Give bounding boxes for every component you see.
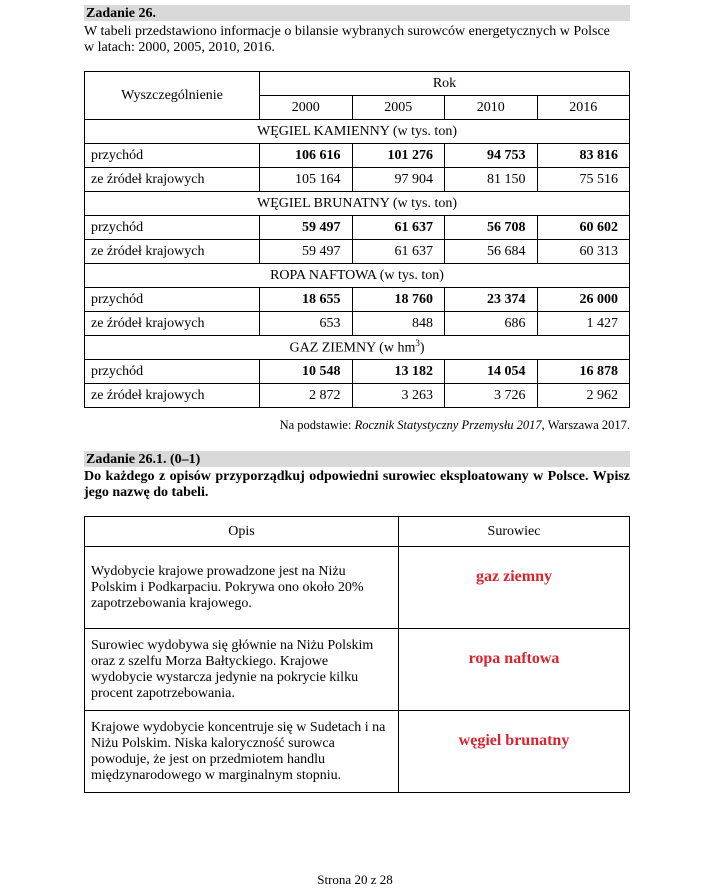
cell-value: 3 726: [445, 384, 538, 408]
row-label: przychód: [85, 144, 260, 168]
cell-value: 16 878: [537, 360, 630, 384]
energy-balance-table: [84, 71, 630, 408]
row-label: ze źródeł krajowych: [85, 312, 260, 336]
answer-cell[interactable]: gaz ziemny: [399, 547, 630, 629]
table-row: [85, 168, 630, 192]
cell-value: 56 684: [445, 240, 538, 264]
table-row: [85, 144, 630, 168]
year-header: 2000: [260, 96, 353, 120]
section-name-sup: 3: [415, 338, 420, 349]
cell-value: 83 816: [537, 144, 630, 168]
row-label: ze źródeł krajowych: [85, 384, 260, 408]
answer-cell[interactable]: węgiel brunatny: [399, 711, 630, 793]
cell-value: 106 616: [260, 144, 353, 168]
cell-value: 2 872: [260, 384, 353, 408]
cell-value: 101 276: [352, 144, 445, 168]
table-row: [85, 384, 630, 408]
page-number: Strona 20 z 28: [317, 872, 393, 887]
answer-table: [84, 516, 630, 793]
cell-value: 105 164: [260, 168, 353, 192]
cell-value: 56 708: [445, 216, 538, 240]
table-row: [85, 240, 630, 264]
table-row: [85, 711, 630, 793]
table-row: [85, 547, 630, 629]
cell-value: 653: [260, 312, 353, 336]
task-26-1-instruction: Do każdego z opisów przyporządkuj odpowiedni surowiec eksploatowany w Polsce. Wpisz jego nazwę do tabeli.: [84, 469, 630, 500]
cell-value: 75 516: [537, 168, 630, 192]
cell-value: 60 313: [537, 240, 630, 264]
description-cell: Surowiec wydobywa się głównie na Niżu Polskim oraz z szelfu Morza Bałtyckiego. Krajowe wydobycie wystarcza jedynie na pokrycie kilku procent zapotrzebowania.: [85, 629, 399, 711]
header-opis: Opis: [85, 517, 399, 547]
row-label: przychód: [85, 216, 260, 240]
cell-value: 59 497: [260, 216, 353, 240]
cell-value: 59 497: [260, 240, 353, 264]
cell-value: 13 182: [352, 360, 445, 384]
cell-value: 81 150: [445, 168, 538, 192]
table-row: [85, 216, 630, 240]
cell-value: 848: [352, 312, 445, 336]
task-26-1-title: Zadanie 26.1. (0–1): [84, 451, 630, 467]
cell-value: 14 054: [445, 360, 538, 384]
cell-value: 18 760: [352, 288, 445, 312]
task-26-title: Zadanie 26.: [84, 5, 630, 21]
intro-line-2: w latach: 2000, 2005, 2010, 2016.: [84, 40, 275, 55]
section-header: [85, 336, 630, 360]
cell-value: 94 753: [445, 144, 538, 168]
cell-value: 2 962: [537, 384, 630, 408]
section-header: WĘGIEL BRUNATNY (w tys. ton): [85, 192, 630, 216]
cell-value: 18 655: [260, 288, 353, 312]
source-prefix: Na podstawie:: [279, 418, 355, 432]
row-label: przychód: [85, 288, 260, 312]
table-row: [85, 629, 630, 711]
header-wyszczegolnienie: Wyszczególnienie: [85, 72, 260, 120]
source-note: [84, 418, 630, 433]
year-header: 2016: [537, 96, 630, 120]
source-title: Rocznik Statystyczny Przemysłu 2017: [354, 418, 542, 432]
cell-value: 61 637: [352, 216, 445, 240]
intro-line-1: W tabeli przedstawiono informacje o bilansie wybranych surowców energetycznych w Polsce: [84, 24, 610, 39]
year-header: 2010: [445, 96, 538, 120]
section-name-end: ): [419, 340, 425, 356]
answer-cell[interactable]: ropa naftowa: [399, 629, 630, 711]
header-rok: Rok: [260, 72, 630, 96]
source-suffix: , Warszawa 2017.: [541, 418, 630, 432]
cell-value: 60 602: [537, 216, 630, 240]
cell-value: 97 904: [352, 168, 445, 192]
cell-value: 10 548: [260, 360, 353, 384]
section-header: WĘGIEL KAMIENNY (w tys. ton): [85, 120, 630, 144]
table-row: [85, 312, 630, 336]
section-name: GAZ ZIEMNY (w hm: [289, 340, 416, 356]
cell-value: 1 427: [537, 312, 630, 336]
cell-value: 26 000: [537, 288, 630, 312]
row-label: przychód: [85, 360, 260, 384]
cell-value: 686: [445, 312, 538, 336]
header-surowiec: Surowiec: [399, 517, 630, 547]
task-26-intro: [84, 24, 630, 56]
row-label: ze źródeł krajowych: [85, 240, 260, 264]
cell-value: 3 263: [352, 384, 445, 408]
cell-value: 61 637: [352, 240, 445, 264]
section-header: ROPA NAFTOWA (w tys. ton): [85, 264, 630, 288]
row-label: ze źródeł krajowych: [85, 168, 260, 192]
description-cell: Krajowe wydobycie koncentruje się w Sudetach i na Niżu Polskim. Niska kaloryczność surowca powoduje, że jest on przedmiotem handlu międzynarodowego w marginalnym stopniu.: [85, 711, 399, 793]
table-row: [85, 360, 630, 384]
description-cell: Wydobycie krajowe prowadzone jest na Niżu Polskim i Podkarpaciu. Pokrywa ono około 20% zapotrzebowania krajowego.: [85, 547, 399, 629]
table-row: [85, 288, 630, 312]
cell-value: 23 374: [445, 288, 538, 312]
year-header: 2005: [352, 96, 445, 120]
